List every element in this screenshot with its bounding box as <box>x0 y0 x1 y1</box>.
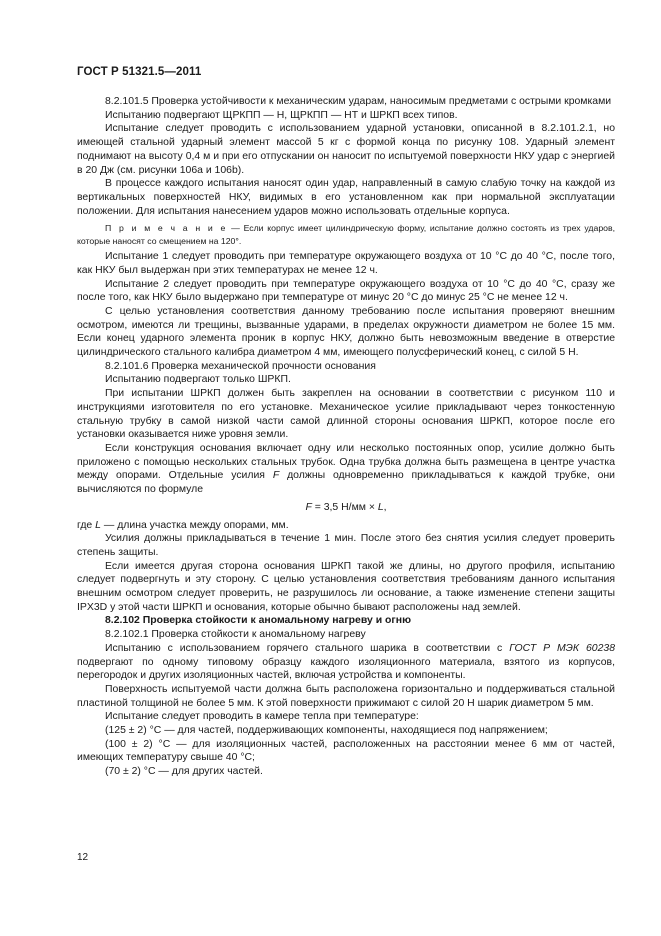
paragraph-text: Если конструкция основания включает одну или несколько постоянных опор, усилие должно быть приложено с помощью нескольких стальных трубок. Одна трубка должна быть размещена в центре участка между опорами. Отдельные усилия <box>77 442 615 482</box>
list-item: (125 ± 2) °С — для частей, поддерживающих компоненты, находящиеся под напряжением; <box>105 725 548 737</box>
formula-lhs: F <box>305 501 312 513</box>
formula-rhs: = 3,5 Н/мм × <box>314 501 375 513</box>
paragraph <box>77 642 615 683</box>
section-8-2-101-5-title: 8.2.101.5 Проверка устойчивости к механическим ударам, наносимым предметами с острыми кромками <box>105 96 612 107</box>
page-number: 12 <box>77 852 89 863</box>
formula-end: , <box>383 501 387 513</box>
paragraph-text: где <box>77 519 93 531</box>
paragraph: Усилия должны прикладываться в течение 1 мин. После этого без снятия усилия следует проверить степень защиты. <box>77 533 615 558</box>
variable-f: F <box>272 470 280 482</box>
formula <box>77 501 615 515</box>
paragraph <box>77 442 615 497</box>
variable-l: L <box>95 519 101 531</box>
paragraph: При испытании ШРКП должен быть закреплен на основании в соответствии с рисунком 110 и инструкциями изготовителя по его установке. Механическое усилие прикладывают через тонкостенную стальную трубку в самой низкой части самой длинной стороны основания ШРКП, которое после его установки оказывается ниже уровня земли. <box>77 388 615 441</box>
note <box>77 222 615 247</box>
paragraph: Испытание следует проводить с использованием ударной установки, описанной в 8.2.101.2.1, но имеющей стальной ударный элемент массой 5 кг с формой конца по рисунку 108. Ударный элемент поднимают на высоту 0,4 м и при его отпускании он наносит по испытуемой поверхности НКУ удар с энергией в 20 Дж (см. рисунки 106а и 106b). <box>77 123 615 176</box>
list-item: (100 ± 2) °С — для изоляционных частей, расположенных на расстоянии менее 6 мм от частей, имеющих температуру свыше 40 °С; <box>77 738 615 764</box>
document-header: ГОСТ Р 51321.5—2011 <box>77 66 202 78</box>
paragraph: С целью установления соответствия данному требованию после испытания проверяют внешним осмотром, имеются ли трещины, вызванные ударами, в пределах окружности диаметром не более 15 мм. Если конец ударного элемента проник в корпус НКУ, должно быть невозможным введение в отверстие цилиндрического стального калибра диаметром 4 мм, имеющего полусферический конец, с силой 5 Н. <box>77 305 615 359</box>
paragraph-text: должны одновременно прикладываться к каждой трубке, они вычисляются по формуле <box>77 470 615 496</box>
list-item: (70 ± 2) °С — для других частей. <box>105 766 263 778</box>
paragraph: Испытание 1 следует проводить при температуре окружающего воздуха от 10 °С до 40 °С, после того, как НКУ был выдержан при этих температурах не менее 12 ч. <box>77 251 615 276</box>
note-label: П р и м е ч а н и е <box>105 223 228 234</box>
section-8-2-102-1-title: 8.2.102.1 Проверка стойкости к аномальному нагреву <box>105 629 366 641</box>
section-8-2-102-title: 8.2.102 Проверка стойкости к аномальному нагреву и огню <box>105 615 411 627</box>
standard-reference: ГОСТ Р МЭК 60238 <box>509 642 615 654</box>
paragraph-text: Испытанию с использованием горячего стального шарика в соответствии с <box>105 642 503 654</box>
paragraph: Поверхность испытуемой части должна быть расположена горизонтально и поддерживаться стальной пластиной толщиной не более 5 мм. К этой поверхности прижимают с силой 20 Н шарик диаметром 5 мм. <box>77 683 615 709</box>
paragraph: Испытание следует проводить в камере тепла при температуре: <box>105 711 419 723</box>
paragraph: Испытанию подвергают только ШРКП. <box>105 374 291 386</box>
paragraph-text: подвергают по одному типовому образцу каждого изоляционного материала, взятого из корпусов, перегородок и других изоляционных частей, включая устройства и компоненты. <box>77 656 615 682</box>
formula-var: L <box>377 501 384 513</box>
paragraph: Испытанию подвергают ЩРКПП — Н, ЩРКПП — НТ и ШРКП всех типов. <box>105 109 458 121</box>
section-8-2-101-6-title: 8.2.101.6 Проверка механической прочности основания <box>105 360 376 372</box>
paragraph-text: — длина участка между опорами, мм. <box>103 519 289 531</box>
paragraph <box>77 519 615 533</box>
document-body <box>77 95 615 779</box>
paragraph: Если имеется другая сторона основания ШРКП такой же длины, но другого профиля, испытанию следует подвергнуть и эту сторону. С целью установления соответствия требованиям данного испытания внешним осмотром следует проверить, не разрушилось ли основание, а также изменение степени защиты IPX3D у этой части ШРКП и основания, которые обычно бывают расположены над землей. <box>77 560 615 613</box>
paragraph: В процессе каждого испытания наносят один удар, направленный в самую слабую точку на каждой из вертикальных поверхностей НКУ, видимых в его установленном как при нормальной эксплуатации положении. Для испытания нанесением ударов можно использовать отдельные корпуса. <box>77 178 615 217</box>
note-text: — Если корпус имеет цилиндрическую форму, испытание должно состоять из трех ударов, которые наносят со смещением на 120°. <box>77 223 616 246</box>
paragraph: Испытание 2 следует проводить при температуре окружающего воздуха от 10 °С до 40 °С, сразу же после того, как НКУ было выдержано при температуре от минус 20 °С до минус 25 °С не менее 12 ч. <box>77 278 615 304</box>
